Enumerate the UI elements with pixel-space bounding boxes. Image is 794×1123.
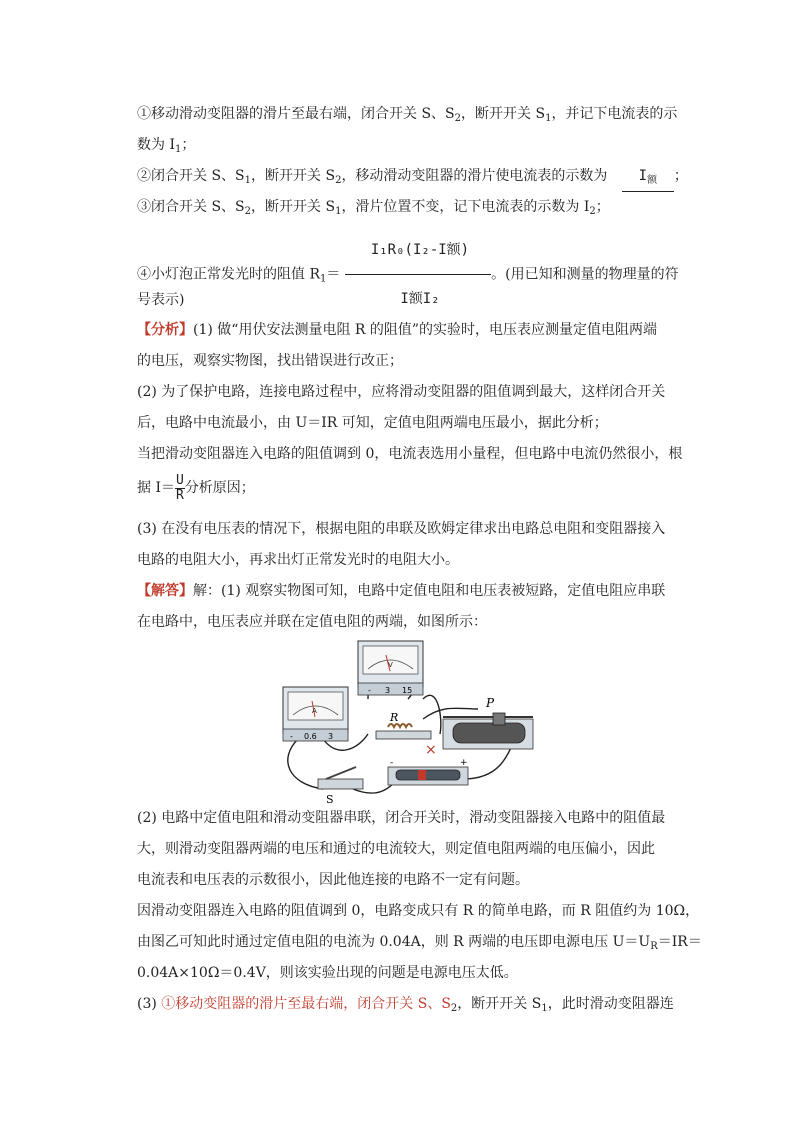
- analysis-line2: [137, 351, 403, 371]
- answer-line6: [137, 901, 699, 921]
- text: 数为 I: [137, 137, 175, 153]
- text: ；: [595, 199, 610, 215]
- wire: [423, 695, 441, 734]
- subscript: 1: [174, 144, 182, 155]
- analysis-line6: [137, 472, 255, 504]
- text: 。(用已知和测量的物理量的符: [491, 266, 679, 283]
- resistor: [376, 711, 431, 739]
- battery: [388, 758, 468, 785]
- answer-line4: [137, 839, 655, 859]
- ammeter-label: A: [312, 707, 317, 715]
- answer-line9: [137, 994, 674, 1019]
- numerator: U: [175, 472, 184, 488]
- cross-mark-icon: ×: [425, 742, 437, 758]
- switch: [318, 767, 363, 805]
- resistor-label: R: [390, 711, 399, 724]
- battery-minus: -: [390, 758, 394, 768]
- voltmeter: [358, 641, 423, 695]
- text: 当把滑动变阻器连入电路的阻值调到 0，电流表选用小量程，但电路中电流仍然很小，根: [137, 446, 683, 462]
- battery-plus: +: [460, 758, 468, 768]
- step2-line: [137, 166, 688, 192]
- text: ，断开开关 S: [251, 168, 336, 184]
- rheostat-label: P: [486, 696, 495, 710]
- text: 由图乙可知此时通过定值电阻的电流为 0.04A，则 R 两端的电压即电源电压 U＝U: [137, 934, 651, 950]
- text: ；: [673, 168, 688, 184]
- terminal-label: -: [290, 732, 293, 741]
- text: (3): [137, 996, 162, 1012]
- text: ，断开开关 S: [457, 996, 542, 1012]
- subscript: 1: [320, 273, 327, 285]
- voltmeter-label: V: [388, 661, 393, 669]
- text: ＝IR＝: [657, 934, 702, 950]
- analysis-line8: [137, 550, 459, 570]
- ammeter: [283, 687, 348, 741]
- answer-line5: [137, 870, 529, 890]
- text: ，并记下电流表的示: [551, 106, 678, 122]
- subscript: 2: [454, 113, 462, 124]
- step4-line: [137, 228, 679, 321]
- text: 在电路中，电压表应并联在定值电阻的两端，如图所示：: [137, 614, 487, 630]
- terminal-label: -: [368, 686, 371, 695]
- text: ④小灯泡正常发光时的阻值 R: [137, 266, 320, 283]
- text: 号表示): [137, 292, 185, 308]
- text: 解：(1) 观察实物图可知，电路中定值电阻和电压表被短路，定值电阻应串联: [193, 583, 666, 599]
- text: (1) 做“用伏安法测量电阻 R 的阻值”的实验时，电压表应测量定值电阻两端: [193, 322, 658, 338]
- text: 0.04A×10Ω＝0.4V，则该实验出现的问题是电源电压太低。: [137, 965, 518, 981]
- answer-line1: [137, 581, 665, 601]
- text: ，断开开关 S: [251, 199, 336, 215]
- step4-line2: [137, 290, 184, 310]
- answer-line8: [137, 963, 518, 983]
- subscript: 2: [589, 206, 596, 217]
- answer-tag: 【解答】: [137, 583, 193, 599]
- subscript: 2: [450, 1003, 458, 1014]
- text-red: ①移动变阻器的滑片至最右端，闭合开关 S、S: [161, 996, 451, 1012]
- blank-right: [475, 274, 491, 275]
- text: ，滑片位置不变，记下电流表的示数为 I: [341, 199, 590, 215]
- answer-line7: [137, 932, 702, 957]
- step3-line: [137, 197, 610, 222]
- subscript: 额: [647, 175, 658, 186]
- step1-line2: [137, 135, 195, 160]
- text: (3) 在没有电压表的情况下，根据电阻的串联及欧姆定律求出电路总电阻和变阻器接入: [137, 521, 666, 537]
- analysis-tag: 【分析】: [137, 322, 193, 338]
- analysis-line4: [137, 413, 608, 433]
- denominator: R: [175, 487, 184, 503]
- subscript: R: [650, 941, 658, 952]
- numerator: I₁R₀(I₂-I额): [365, 228, 475, 275]
- text: ；: [181, 137, 196, 153]
- step1-line1: [137, 104, 677, 129]
- switch-label: S: [326, 793, 334, 805]
- ohm-fraction: [175, 474, 185, 503]
- text: 据 I＝: [137, 480, 175, 496]
- terminal-label: 3: [385, 686, 391, 695]
- analysis-line1: [137, 320, 657, 340]
- answer-blank: [622, 166, 674, 192]
- text: ③闭合开关 S、S: [137, 199, 245, 215]
- subscript: 2: [244, 206, 252, 217]
- subscript: 1: [545, 113, 552, 124]
- blank-left: [345, 274, 365, 275]
- subscript: 1: [541, 1003, 548, 1014]
- terminal-label: 15: [402, 686, 413, 695]
- denominator: I额I₂: [400, 291, 440, 307]
- terminal-label: 3: [328, 732, 334, 741]
- text: ，移动滑动变阻器的滑片使电流表的示数为: [341, 168, 608, 184]
- text: 后，电路中电流最小，由 U＝IR 可知，定值电阻两端电压最小，据此分析；: [137, 415, 608, 431]
- text: 因滑动变阻器连入电路的阻值调到 0，电路变成只有 R 的简单电路，而 R 阻值约为 10Ω，: [137, 903, 700, 919]
- text: ，此时滑动变阻器连: [547, 996, 674, 1012]
- subscript: 1: [244, 175, 252, 186]
- text: I: [638, 168, 648, 184]
- analysis-line7: [137, 519, 665, 539]
- text: 分析原因；: [184, 480, 255, 496]
- subscript: 2: [335, 175, 342, 186]
- text: 大，则滑动变阻器两端的电压和通过的电流较大，则定值电阻两端的电压偏小，因此: [137, 841, 655, 857]
- text: 电路的电阻大小，再求出灯正常发光时的电阻大小。: [137, 552, 459, 568]
- analysis-line3: [137, 382, 665, 402]
- text: (2) 为了保护电路，连接电路过程中，应将滑动变阻器的阻值调到最大，这样闭合开关: [137, 384, 666, 400]
- text: 的电压，观察实物图，找出错误进行改正；: [137, 353, 403, 369]
- rheostat: [443, 696, 533, 749]
- terminal-label: 0.6: [304, 732, 317, 741]
- text: ①移动滑动变阻器的滑片至最右端，闭合开关 S、S: [137, 106, 455, 122]
- answer-line3: [137, 808, 665, 828]
- text: ＝: [326, 266, 341, 283]
- fraction: [365, 228, 475, 321]
- circuit-diagram: [268, 639, 538, 805]
- text: (2) 电路中定值电阻和滑动变阻器串联，闭合开关时，滑动变阻器接入电路中的阻值最: [137, 810, 666, 826]
- answer-line2: [137, 612, 487, 632]
- text: ②闭合开关 S、S: [137, 168, 245, 184]
- subscript: 1: [335, 206, 342, 217]
- text: ，断开开关 S: [461, 106, 546, 122]
- analysis-line5: [137, 444, 682, 464]
- text: 电流表和电压表的示数很小，因此他连接的电路不一定有问题。: [137, 872, 529, 888]
